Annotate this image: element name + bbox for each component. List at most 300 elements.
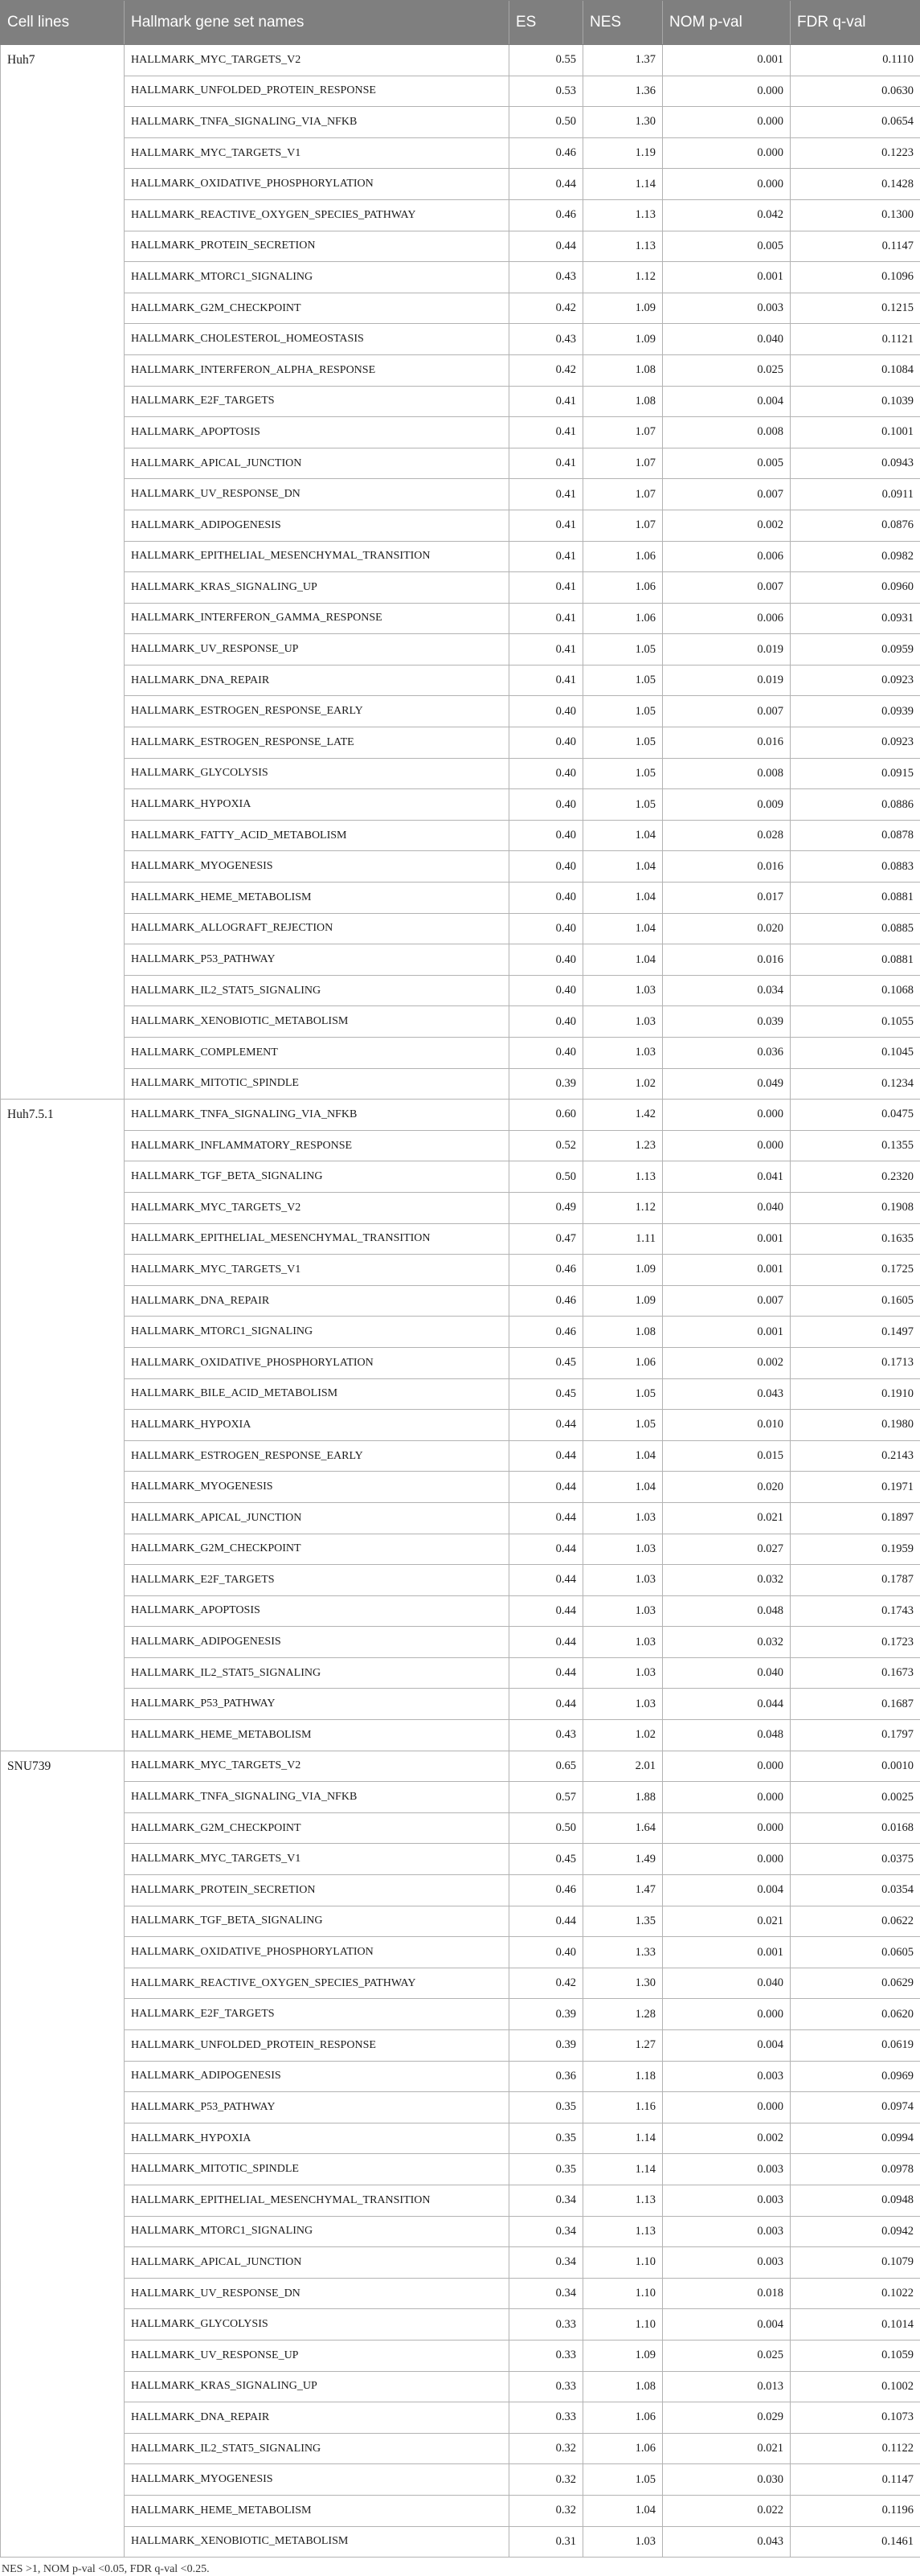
nes-cell: 1.14 xyxy=(583,2154,663,2185)
table-row xyxy=(1,2185,920,2216)
nom-p-val-cell: 0.000 xyxy=(663,137,791,169)
nom-p-val-cell: 0.048 xyxy=(663,1595,791,1627)
cell-line-label: Huh7 xyxy=(1,45,125,1100)
fdr-q-val-cell: 0.1022 xyxy=(791,2278,920,2309)
fdr-q-val-cell: 0.1001 xyxy=(791,417,920,448)
fdr-q-val-cell: 0.0969 xyxy=(791,2061,920,2092)
nes-cell: 1.14 xyxy=(583,2123,663,2154)
es-cell: 0.39 xyxy=(509,1068,583,1100)
nom-p-val-cell: 0.049 xyxy=(663,1068,791,1100)
table-row xyxy=(1,2433,920,2464)
gene-set-name-cell: HALLMARK_MTORC1_SIGNALING xyxy=(125,2216,509,2247)
gene-set-name-cell: HALLMARK_P53_PATHWAY xyxy=(125,2092,509,2123)
es-cell: 0.34 xyxy=(509,2185,583,2216)
nes-cell: 1.06 xyxy=(583,2433,663,2464)
es-cell: 0.31 xyxy=(509,2526,583,2558)
table-row xyxy=(1,2247,920,2279)
es-cell: 0.45 xyxy=(509,1378,583,1410)
es-cell: 0.42 xyxy=(509,1968,583,1999)
es-cell: 0.46 xyxy=(509,1255,583,1286)
table-row xyxy=(1,1192,920,1223)
gene-set-name-cell: HALLMARK_MYOGENESIS xyxy=(125,1472,509,1503)
nes-cell: 2.01 xyxy=(583,1751,663,1782)
nom-p-val-cell: 0.006 xyxy=(663,603,791,634)
gene-set-name-cell: HALLMARK_APOPTOSIS xyxy=(125,417,509,448)
nes-cell: 1.02 xyxy=(583,1068,663,1100)
fdr-q-val-cell: 0.0605 xyxy=(791,1937,920,1968)
nes-cell: 1.07 xyxy=(583,510,663,541)
header-fdr-q-val: FDR q-val xyxy=(791,1,920,45)
header-es: ES xyxy=(509,1,583,45)
fdr-q-val-cell: 0.0629 xyxy=(791,1968,920,1999)
es-cell: 0.46 xyxy=(509,1875,583,1906)
gene-set-name-cell: HALLMARK_MYC_TARGETS_V1 xyxy=(125,1844,509,1875)
fdr-q-val-cell: 0.1300 xyxy=(791,199,920,231)
nom-p-val-cell: 0.004 xyxy=(663,2030,791,2062)
nom-p-val-cell: 0.002 xyxy=(663,1347,791,1378)
table-row xyxy=(1,1472,920,1503)
table-row xyxy=(1,1378,920,1410)
es-cell: 0.43 xyxy=(509,1720,583,1751)
fdr-q-val-cell: 0.1605 xyxy=(791,1285,920,1317)
gene-set-name-cell: HALLMARK_REACTIVE_OXYGEN_SPECIES_PATHWAY xyxy=(125,1968,509,1999)
gene-set-name-cell: HALLMARK_COMPLEMENT xyxy=(125,1038,509,1069)
nom-p-val-cell: 0.008 xyxy=(663,417,791,448)
table-row xyxy=(1,2309,920,2341)
gene-set-name-cell: HALLMARK_HYPOXIA xyxy=(125,789,509,821)
nom-p-val-cell: 0.000 xyxy=(663,1999,791,2030)
gene-set-name-cell: HALLMARK_E2F_TARGETS xyxy=(125,1565,509,1596)
nom-p-val-cell: 0.032 xyxy=(663,1627,791,1658)
es-cell: 0.44 xyxy=(509,1534,583,1565)
nom-p-val-cell: 0.043 xyxy=(663,1378,791,1410)
fdr-q-val-cell: 0.0876 xyxy=(791,510,920,541)
table-row xyxy=(1,2526,920,2558)
table-row xyxy=(1,2092,920,2123)
table-row xyxy=(1,1937,920,1968)
nes-cell: 1.04 xyxy=(583,944,663,976)
table-row xyxy=(1,2464,920,2496)
fdr-q-val-cell: 0.0619 xyxy=(791,2030,920,2062)
nes-cell: 1.03 xyxy=(583,1006,663,1038)
header-nes: NES xyxy=(583,1,663,45)
nom-p-val-cell: 0.006 xyxy=(663,541,791,572)
es-cell: 0.46 xyxy=(509,1285,583,1317)
gene-set-name-cell: HALLMARK_MYOGENESIS xyxy=(125,2464,509,2496)
fdr-q-val-cell: 0.1215 xyxy=(791,293,920,324)
table-row xyxy=(1,727,920,759)
fdr-q-val-cell: 0.1910 xyxy=(791,1378,920,1410)
nom-p-val-cell: 0.004 xyxy=(663,2309,791,2341)
gene-set-name-cell: HALLMARK_MYC_TARGETS_V1 xyxy=(125,137,509,169)
fdr-q-val-cell: 0.1234 xyxy=(791,1068,920,1100)
gene-set-name-cell: HALLMARK_IL2_STAT5_SIGNALING xyxy=(125,1657,509,1689)
nom-p-val-cell: 0.003 xyxy=(663,2247,791,2279)
nes-cell: 1.30 xyxy=(583,1968,663,1999)
fdr-q-val-cell: 0.1725 xyxy=(791,1255,920,1286)
nes-cell: 1.05 xyxy=(583,696,663,727)
nes-cell: 1.03 xyxy=(583,975,663,1006)
fdr-q-val-cell: 0.0881 xyxy=(791,944,920,976)
gene-set-name-cell: HALLMARK_ESTROGEN_RESPONSE_LATE xyxy=(125,727,509,759)
nom-p-val-cell: 0.042 xyxy=(663,199,791,231)
gene-set-name-cell: HALLMARK_IL2_STAT5_SIGNALING xyxy=(125,975,509,1006)
table-row xyxy=(1,1130,920,1161)
nom-p-val-cell: 0.025 xyxy=(663,354,791,386)
es-cell: 0.44 xyxy=(509,169,583,200)
nes-cell: 1.30 xyxy=(583,107,663,138)
table-row xyxy=(1,417,920,448)
gene-set-name-cell: HALLMARK_MITOTIC_SPINDLE xyxy=(125,2154,509,2185)
cell-line-label: SNU739 xyxy=(1,1751,125,2557)
nes-cell: 1.10 xyxy=(583,2309,663,2341)
nes-cell: 1.03 xyxy=(583,1565,663,1596)
nes-cell: 1.03 xyxy=(583,1502,663,1534)
es-cell: 0.53 xyxy=(509,76,583,107)
es-cell: 0.40 xyxy=(509,1038,583,1069)
nom-p-val-cell: 0.015 xyxy=(663,1440,791,1472)
nom-p-val-cell: 0.030 xyxy=(663,2464,791,2496)
table-row xyxy=(1,2371,920,2402)
es-cell: 0.40 xyxy=(509,1937,583,1968)
nom-p-val-cell: 0.003 xyxy=(663,2185,791,2216)
nes-cell: 1.28 xyxy=(583,1999,663,2030)
nom-p-val-cell: 0.018 xyxy=(663,2278,791,2309)
es-cell: 0.44 xyxy=(509,1657,583,1689)
nom-p-val-cell: 0.009 xyxy=(663,789,791,821)
nes-cell: 1.06 xyxy=(583,1347,663,1378)
gene-set-name-cell: HALLMARK_MITOTIC_SPINDLE xyxy=(125,1068,509,1100)
nes-cell: 1.88 xyxy=(583,1782,663,1813)
table-row xyxy=(1,45,920,76)
gene-set-name-cell: HALLMARK_G2M_CHECKPOINT xyxy=(125,1534,509,1565)
nes-cell: 1.10 xyxy=(583,2278,663,2309)
fdr-q-val-cell: 0.0948 xyxy=(791,2185,920,2216)
gene-set-name-cell: HALLMARK_ADIPOGENESIS xyxy=(125,510,509,541)
fdr-q-val-cell: 0.1959 xyxy=(791,1534,920,1565)
nes-cell: 1.12 xyxy=(583,1192,663,1223)
nes-cell: 1.04 xyxy=(583,1440,663,1472)
nes-cell: 1.37 xyxy=(583,45,663,76)
es-cell: 0.32 xyxy=(509,2495,583,2526)
es-cell: 0.44 xyxy=(509,1472,583,1503)
table-row xyxy=(1,1844,920,1875)
es-cell: 0.40 xyxy=(509,758,583,789)
gene-set-name-cell: HALLMARK_ADIPOGENESIS xyxy=(125,2061,509,2092)
fdr-q-val-cell: 0.1723 xyxy=(791,1627,920,1658)
es-cell: 0.33 xyxy=(509,2402,583,2434)
gene-set-name-cell: HALLMARK_REACTIVE_OXYGEN_SPECIES_PATHWAY xyxy=(125,199,509,231)
nes-cell: 1.08 xyxy=(583,2371,663,2402)
nom-p-val-cell: 0.008 xyxy=(663,758,791,789)
gene-set-name-cell: HALLMARK_DNA_REPAIR xyxy=(125,2402,509,2434)
fdr-q-val-cell: 0.0931 xyxy=(791,603,920,634)
nom-p-val-cell: 0.021 xyxy=(663,1906,791,1937)
es-cell: 0.65 xyxy=(509,1751,583,1782)
nom-p-val-cell: 0.016 xyxy=(663,851,791,883)
nes-cell: 1.09 xyxy=(583,1255,663,1286)
table-row xyxy=(1,262,920,293)
gene-set-name-cell: HALLMARK_MYC_TARGETS_V2 xyxy=(125,1192,509,1223)
gene-set-name-cell: HALLMARK_ALLOGRAFT_REJECTION xyxy=(125,913,509,944)
gene-set-name-cell: HALLMARK_MYC_TARGETS_V2 xyxy=(125,1751,509,1782)
nom-p-val-cell: 0.000 xyxy=(663,1812,791,1844)
nom-p-val-cell: 0.020 xyxy=(663,1472,791,1503)
nes-cell: 1.13 xyxy=(583,2216,663,2247)
nom-p-val-cell: 0.000 xyxy=(663,1751,791,1782)
fdr-q-val-cell: 0.1743 xyxy=(791,1595,920,1627)
fdr-q-val-cell: 0.1635 xyxy=(791,1223,920,1255)
nom-p-val-cell: 0.003 xyxy=(663,2216,791,2247)
es-cell: 0.32 xyxy=(509,2464,583,2496)
nes-cell: 1.07 xyxy=(583,417,663,448)
nes-cell: 1.19 xyxy=(583,137,663,169)
nom-p-val-cell: 0.004 xyxy=(663,386,791,417)
nes-cell: 1.11 xyxy=(583,1223,663,1255)
es-cell: 0.41 xyxy=(509,448,583,479)
gene-set-name-cell: HALLMARK_INTERFERON_GAMMA_RESPONSE xyxy=(125,603,509,634)
fdr-q-val-cell: 0.1096 xyxy=(791,262,920,293)
es-cell: 0.33 xyxy=(509,2309,583,2341)
nom-p-val-cell: 0.000 xyxy=(663,1130,791,1161)
fdr-q-val-cell: 0.2320 xyxy=(791,1161,920,1193)
fdr-q-val-cell: 0.1068 xyxy=(791,975,920,1006)
gene-set-name-cell: HALLMARK_HEME_METABOLISM xyxy=(125,1720,509,1751)
es-cell: 0.41 xyxy=(509,572,583,604)
es-cell: 0.33 xyxy=(509,2340,583,2371)
es-cell: 0.41 xyxy=(509,479,583,510)
table-row xyxy=(1,1968,920,1999)
fdr-q-val-cell: 0.0939 xyxy=(791,696,920,727)
table-row xyxy=(1,1255,920,1286)
table-row xyxy=(1,107,920,138)
nom-p-val-cell: 0.048 xyxy=(663,1720,791,1751)
nes-cell: 1.23 xyxy=(583,1130,663,1161)
es-cell: 0.40 xyxy=(509,975,583,1006)
nom-p-val-cell: 0.000 xyxy=(663,107,791,138)
fdr-q-val-cell: 0.1073 xyxy=(791,2402,920,2434)
es-cell: 0.44 xyxy=(509,1906,583,1937)
nes-cell: 1.33 xyxy=(583,1937,663,1968)
fdr-q-val-cell: 0.1122 xyxy=(791,2433,920,2464)
table-row xyxy=(1,2216,920,2247)
nom-p-val-cell: 0.039 xyxy=(663,1006,791,1038)
nom-p-val-cell: 0.007 xyxy=(663,1285,791,1317)
gene-set-name-cell: HALLMARK_P53_PATHWAY xyxy=(125,1689,509,1720)
nom-p-val-cell: 0.000 xyxy=(663,1844,791,1875)
es-cell: 0.44 xyxy=(509,231,583,262)
es-cell: 0.43 xyxy=(509,262,583,293)
es-cell: 0.50 xyxy=(509,107,583,138)
gene-set-name-cell: HALLMARK_INFLAMMATORY_RESPONSE xyxy=(125,1130,509,1161)
gene-set-name-cell: HALLMARK_TNFA_SIGNALING_VIA_NFKB xyxy=(125,107,509,138)
nom-p-val-cell: 0.004 xyxy=(663,1875,791,1906)
es-cell: 0.57 xyxy=(509,1782,583,1813)
fdr-q-val-cell: 0.1971 xyxy=(791,1472,920,1503)
nes-cell: 1.03 xyxy=(583,2526,663,2558)
gene-set-name-cell: HALLMARK_ADIPOGENESIS xyxy=(125,1627,509,1658)
nom-p-val-cell: 0.001 xyxy=(663,1223,791,1255)
nes-cell: 1.10 xyxy=(583,2247,663,2279)
nes-cell: 1.07 xyxy=(583,479,663,510)
nom-p-val-cell: 0.007 xyxy=(663,479,791,510)
gene-set-name-cell: HALLMARK_HEME_METABOLISM xyxy=(125,883,509,914)
fdr-q-val-cell: 0.1497 xyxy=(791,1317,920,1348)
es-cell: 0.34 xyxy=(509,2216,583,2247)
gene-set-name-cell: HALLMARK_TGF_BETA_SIGNALING xyxy=(125,1161,509,1193)
nes-cell: 1.35 xyxy=(583,1906,663,1937)
table-row xyxy=(1,2154,920,2185)
gene-set-name-cell: HALLMARK_EPITHELIAL_MESENCHYMAL_TRANSITION xyxy=(125,541,509,572)
fdr-q-val-cell: 0.2143 xyxy=(791,1440,920,1472)
table-row xyxy=(1,1068,920,1100)
gene-set-name-cell: HALLMARK_APICAL_JUNCTION xyxy=(125,1502,509,1534)
gene-set-name-cell: HALLMARK_OXIDATIVE_PHOSPHORYLATION xyxy=(125,1937,509,1968)
es-cell: 0.50 xyxy=(509,1161,583,1193)
gene-set-name-cell: HALLMARK_MTORC1_SIGNALING xyxy=(125,1317,509,1348)
fdr-q-val-cell: 0.1673 xyxy=(791,1657,920,1689)
nes-cell: 1.03 xyxy=(583,1595,663,1627)
fdr-q-val-cell: 0.1014 xyxy=(791,2309,920,2341)
es-cell: 0.39 xyxy=(509,1999,583,2030)
nes-cell: 1.13 xyxy=(583,2185,663,2216)
fdr-q-val-cell: 0.0025 xyxy=(791,1782,920,1813)
nes-cell: 1.05 xyxy=(583,2464,663,2496)
gene-set-name-cell: HALLMARK_MYC_TARGETS_V2 xyxy=(125,45,509,76)
gene-set-name-cell: HALLMARK_TGF_BETA_SIGNALING xyxy=(125,1906,509,1937)
cell-line-label: Huh7.5.1 xyxy=(1,1100,125,1751)
table-row xyxy=(1,1565,920,1596)
table-row xyxy=(1,1782,920,1813)
nes-cell: 1.07 xyxy=(583,448,663,479)
fdr-q-val-cell: 0.0878 xyxy=(791,820,920,851)
fdr-q-val-cell: 0.1428 xyxy=(791,169,920,200)
nes-cell: 1.04 xyxy=(583,1472,663,1503)
fdr-q-val-cell: 0.1355 xyxy=(791,1130,920,1161)
es-cell: 0.40 xyxy=(509,820,583,851)
nes-cell: 1.13 xyxy=(583,231,663,262)
gene-set-name-cell: HALLMARK_UV_RESPONSE_UP xyxy=(125,2340,509,2371)
es-cell: 0.40 xyxy=(509,944,583,976)
gene-set-name-cell: HALLMARK_DNA_REPAIR xyxy=(125,1285,509,1317)
nes-cell: 1.36 xyxy=(583,76,663,107)
es-cell: 0.44 xyxy=(509,1595,583,1627)
fdr-q-val-cell: 0.1687 xyxy=(791,1689,920,1720)
nom-p-val-cell: 0.001 xyxy=(663,45,791,76)
nom-p-val-cell: 0.019 xyxy=(663,634,791,666)
es-cell: 0.32 xyxy=(509,2433,583,2464)
nom-p-val-cell: 0.010 xyxy=(663,1410,791,1441)
header-cell-lines: Cell lines xyxy=(1,1,125,45)
nom-p-val-cell: 0.029 xyxy=(663,2402,791,2434)
nom-p-val-cell: 0.028 xyxy=(663,820,791,851)
nes-cell: 1.12 xyxy=(583,262,663,293)
table-row xyxy=(1,448,920,479)
table-row xyxy=(1,883,920,914)
table-row xyxy=(1,2061,920,2092)
gene-set-name-cell: HALLMARK_FATTY_ACID_METABOLISM xyxy=(125,820,509,851)
table-row xyxy=(1,1223,920,1255)
gene-set-name-cell: HALLMARK_ESTROGEN_RESPONSE_EARLY xyxy=(125,1440,509,1472)
table-row xyxy=(1,696,920,727)
table-footnote: NES >1, NOM p-val <0.05, FDR q-val <0.25. xyxy=(0,2558,920,2576)
es-cell: 0.49 xyxy=(509,1192,583,1223)
es-cell: 0.34 xyxy=(509,2247,583,2279)
table-row xyxy=(1,1534,920,1565)
es-cell: 0.52 xyxy=(509,1130,583,1161)
table-row xyxy=(1,231,920,262)
fdr-q-val-cell: 0.1713 xyxy=(791,1347,920,1378)
table-row xyxy=(1,510,920,541)
nes-cell: 1.18 xyxy=(583,2061,663,2092)
gene-set-name-cell: HALLMARK_XENOBIOTIC_METABOLISM xyxy=(125,1006,509,1038)
es-cell: 0.45 xyxy=(509,1844,583,1875)
fdr-q-val-cell: 0.1079 xyxy=(791,2247,920,2279)
nes-cell: 1.06 xyxy=(583,2402,663,2434)
gene-set-name-cell: HALLMARK_GLYCOLYSIS xyxy=(125,2309,509,2341)
table-row xyxy=(1,1410,920,1441)
gene-set-name-cell: HALLMARK_UNFOLDED_PROTEIN_RESPONSE xyxy=(125,2030,509,2062)
table-row xyxy=(1,789,920,821)
table-row xyxy=(1,76,920,107)
es-cell: 0.41 xyxy=(509,603,583,634)
es-cell: 0.45 xyxy=(509,1347,583,1378)
fdr-q-val-cell: 0.0960 xyxy=(791,572,920,604)
nom-p-val-cell: 0.027 xyxy=(663,1534,791,1565)
nom-p-val-cell: 0.000 xyxy=(663,1100,791,1131)
fdr-q-val-cell: 0.0982 xyxy=(791,541,920,572)
fdr-q-val-cell: 0.0974 xyxy=(791,2092,920,2123)
gene-set-name-cell: HALLMARK_G2M_CHECKPOINT xyxy=(125,1812,509,1844)
es-cell: 0.40 xyxy=(509,1006,583,1038)
nes-cell: 1.03 xyxy=(583,1534,663,1565)
header-row xyxy=(1,1,920,45)
es-cell: 0.33 xyxy=(509,2371,583,2402)
gene-set-name-cell: HALLMARK_E2F_TARGETS xyxy=(125,1999,509,2030)
nom-p-val-cell: 0.001 xyxy=(663,262,791,293)
nes-cell: 1.04 xyxy=(583,851,663,883)
fdr-q-val-cell: 0.1908 xyxy=(791,1192,920,1223)
table-row xyxy=(1,1751,920,1782)
es-cell: 0.60 xyxy=(509,1100,583,1131)
nes-cell: 1.05 xyxy=(583,758,663,789)
es-cell: 0.41 xyxy=(509,417,583,448)
es-cell: 0.41 xyxy=(509,510,583,541)
fdr-q-val-cell: 0.0168 xyxy=(791,1812,920,1844)
es-cell: 0.34 xyxy=(509,2278,583,2309)
gene-set-name-cell: HALLMARK_PROTEIN_SECRETION xyxy=(125,1875,509,1906)
fdr-q-val-cell: 0.1147 xyxy=(791,231,920,262)
table-row xyxy=(1,975,920,1006)
nes-cell: 1.13 xyxy=(583,1161,663,1193)
es-cell: 0.42 xyxy=(509,354,583,386)
es-cell: 0.41 xyxy=(509,634,583,666)
fdr-q-val-cell: 0.1897 xyxy=(791,1502,920,1534)
nes-cell: 1.64 xyxy=(583,1812,663,1844)
nes-cell: 1.05 xyxy=(583,1378,663,1410)
table-row xyxy=(1,324,920,355)
es-cell: 0.44 xyxy=(509,1410,583,1441)
gene-set-name-cell: HALLMARK_HYPOXIA xyxy=(125,1410,509,1441)
nes-cell: 1.09 xyxy=(583,293,663,324)
es-cell: 0.47 xyxy=(509,1223,583,1255)
table-row xyxy=(1,1595,920,1627)
gene-set-name-cell: HALLMARK_TNFA_SIGNALING_VIA_NFKB xyxy=(125,1100,509,1131)
es-cell: 0.40 xyxy=(509,913,583,944)
table-row xyxy=(1,2278,920,2309)
gene-set-name-cell: HALLMARK_PROTEIN_SECRETION xyxy=(125,231,509,262)
fdr-q-val-cell: 0.0620 xyxy=(791,1999,920,2030)
